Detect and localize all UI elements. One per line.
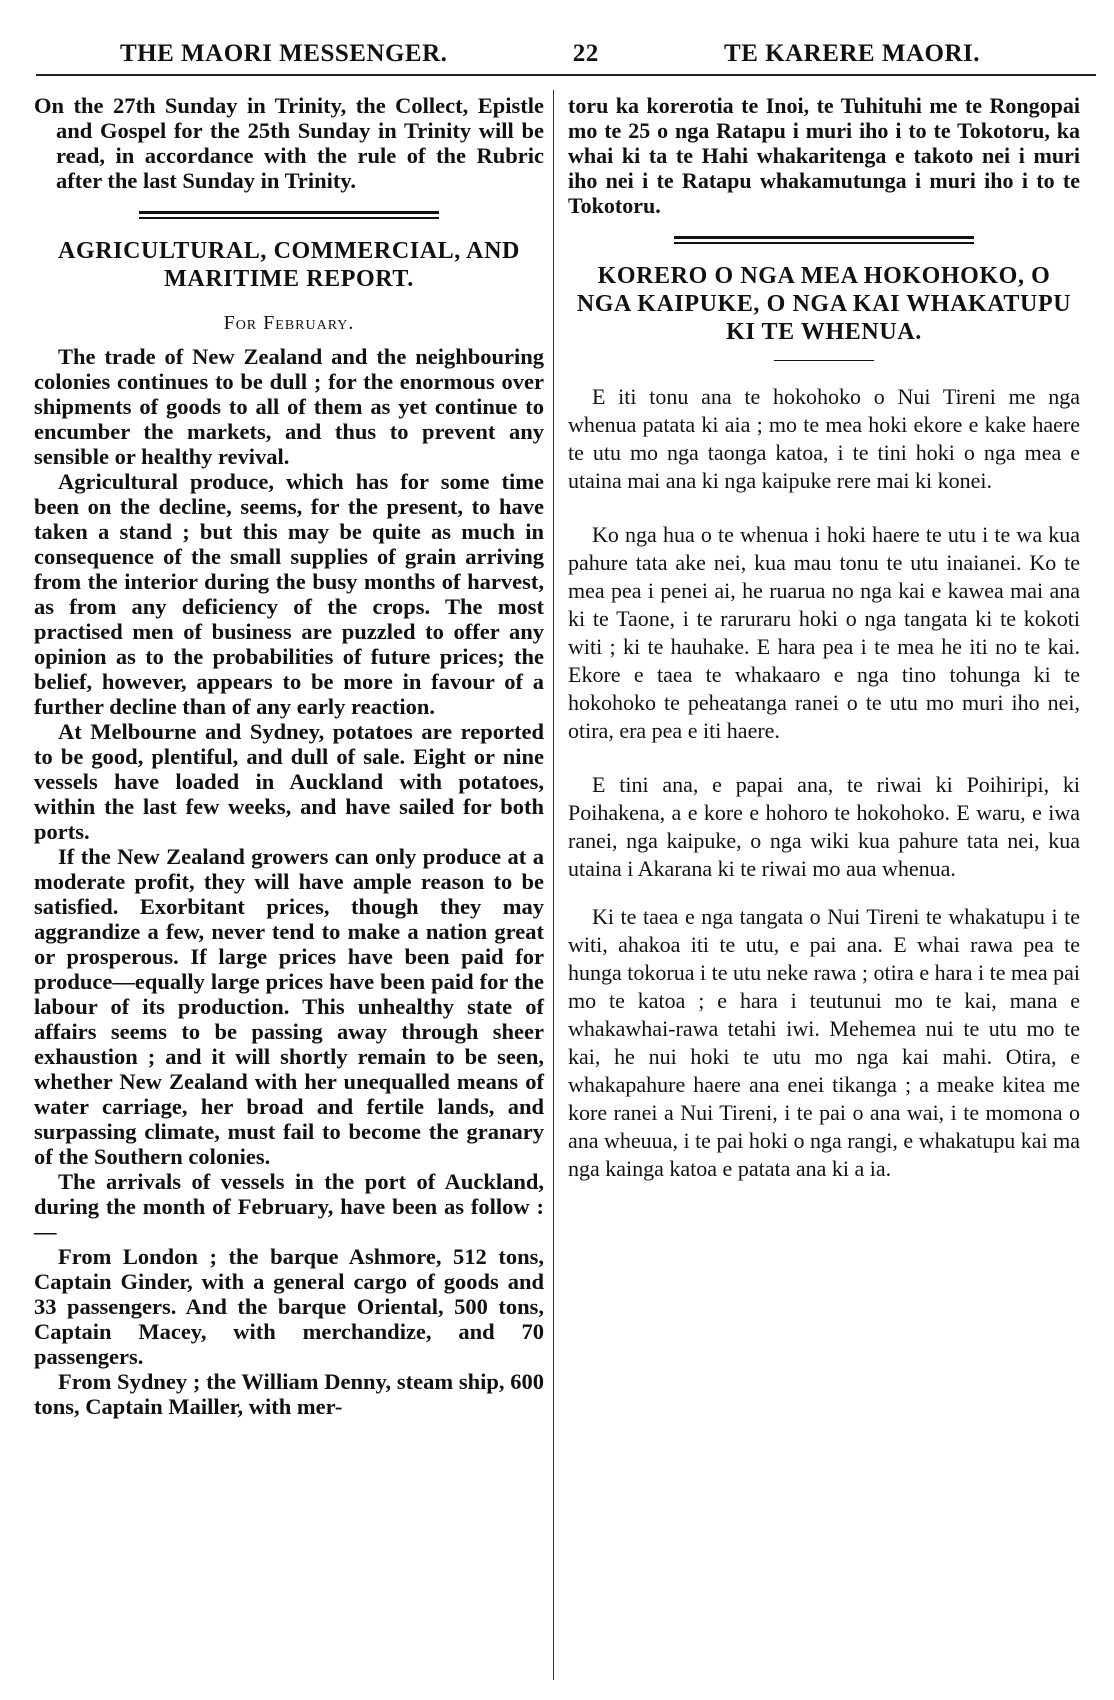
section-divider [139,211,439,219]
article-paragraph: Agricultural produce, which has for some time been on the decline, seems, for the present, to have taken a stand ; but this may be quite as much in consequence of the small supplies of grain arriving from the interior during the busy months of harvest, as from any deficiency of the crops. The most practised men of business are puzzled to offer any opinion as to the probabilities of future prices; the belief, however, appears to be more in favour of a further decline than of any early reaction. [34,469,544,719]
page-number: 22 [572,40,599,67]
english-column [34,93,544,1419]
maori-column [568,93,1080,1183]
article-paragraph: The arrivals of vessels in the port of Auckland, during the month of February, have been as follow :— [34,1169,544,1244]
article-paragraph: The trade of New Zealand and the neighbouring colonies continues to be dull ; for the enormous over shipments of goods to all of them as yet continue to encumber the markets, and thus to prevent any sensible or healthy revival. [34,344,544,469]
trinity-notice-maori: toru ka korerotia te Inoi, te Tuhituhi me te Rongopai mo te 25 o nga Ratapu i muri iho i to te Tokotoru, ka whai ki ta te Hahi whakaritenga e takoto nei i muri iho nei i te Ratapu whakamutunga i muri iho i to te Tokotoru. [568,93,1080,218]
page-header [120,38,980,70]
article-paragraph-maori: E iti tonu ana te hokohoko o Nui Tireni me nga whenua patata ki aia ; mo te mea hoki ekore e kake haere te utu mo nga taonga katoa, i te tini hoki o nga mea e utaina mai ana ki nga kaipuke rere mai ki konei. [568,384,1080,493]
headline-rule [774,360,874,361]
column-divider [553,90,554,1680]
report-headline: AGRICULTURAL, COMMERCIAL, AND MARITIME REPORT. [58,238,520,292]
section-divider [674,236,974,244]
article-paragraph: From London ; the barque Ashmore, 512 tons, Captain Ginder, with a general cargo of goods and 33 passengers. And the barque Oriental, 500 tons, Captain Macey, with merchandize, and 70 passengers. [34,1244,544,1369]
article-paragraph: If the New Zealand growers can only produce at a moderate profit, they will have ample reason to be satisfied. Exorbitant prices, though they may aggrandize a few, never tend to make a nation great or prosperous. If large prices have been paid for produce—equally large prices have been paid for the labour of its production. This unhealthy state of affairs seems to be passing away through sheer exhaustion ; and it will shortly remain to be seen, whether New Zealand with her unequalled means of water carriage, her broad and fertile lands, and surpassing climate, must fail to become the granary of the Southern colonies. [34,844,544,1169]
trinity-notice: On the 27th Sunday in Trinity, the Collect, Epistle and Gospel for the 25th Sunday in Trinity will be read, in accordance with the rule of the Rubric after the last Sunday in Trinity. [34,93,544,193]
article-paragraph: From Sydney ; the William Denny, steam ship, 600 tons, Captain Mailler, with mer- [34,1369,544,1419]
header-title-english: THE MAORI MESSENGER. [120,40,448,67]
report-subhead: For February. [223,312,355,334]
article-paragraph-maori: Ko nga hua o te whenua i hoki haere te utu i te wa kua pahure tata ake nei, kua mau tonu te utu inaianei. Ko te mea pea i penei ai, he ruarua no nga kai e kawea mai ana ki te Taone, i te raruraru hoki o nga tangata ki te kokoti witi ; ki te hauhake. E hara pea i te mea he iti no te kai. Ekore e taea te whakaaro e nga tino tohunga ki te hokohoko te peheatanga ranei o te utu mo muri iho nei, otira, era pea e iti haere. [568,522,1080,743]
header-title-maori: TE KARERE MAORI. [724,40,980,67]
article-paragraph-maori: Ki te taea e nga tangata o Nui Tireni te whakatupu i te witi, ahakoa iti te utu, e pai ana. E whai rawa pea te hunga tokorua i te utu neke rawa ; otira e hara i te mea pai mo te katoa ; e hara i teutunui mo te kai, mana e whakawhai-rawa tetahi iwi. Mehemea nui te utu mo te kai, he nui hoki te utu mo nga kai mahi. Otira, e whakapahure haere ana enei tikanga ; a meake kitea me kore ranei a Nui Tireni, i te pai o ana wai, i te momona o ana wheuua, i te pai hoki o nga rangi, e whakatupu kai ma nga kainga katoa e patata ana ki a ia. [568,904,1080,1181]
report-headline-maori: KORERO O NGA MEA HOKOHOKO, O NGA KAIPUKE, O NGA KAI WHAKATUPU KI TE WHENUA. [576,263,1072,345]
header-rule [36,74,1096,76]
article-paragraph-maori: E tini ana, e papai ana, te riwai ki Poihiripi, ki Poihakena, a e kore e hohoro te hokohoko. E waru, e iwa ranei, nga kaipuke, o nga wiki kua pahure tata nei, kua utaina i Akarana ki te riwai mo aua whenua. [568,772,1080,881]
article-paragraph: At Melbourne and Sydney, potatoes are reported to be good, plentiful, and dull of sale. Eight or nine vessels have loaded in Auckland with potatoes, within the last few weeks, and have sailed for both ports. [34,719,544,844]
